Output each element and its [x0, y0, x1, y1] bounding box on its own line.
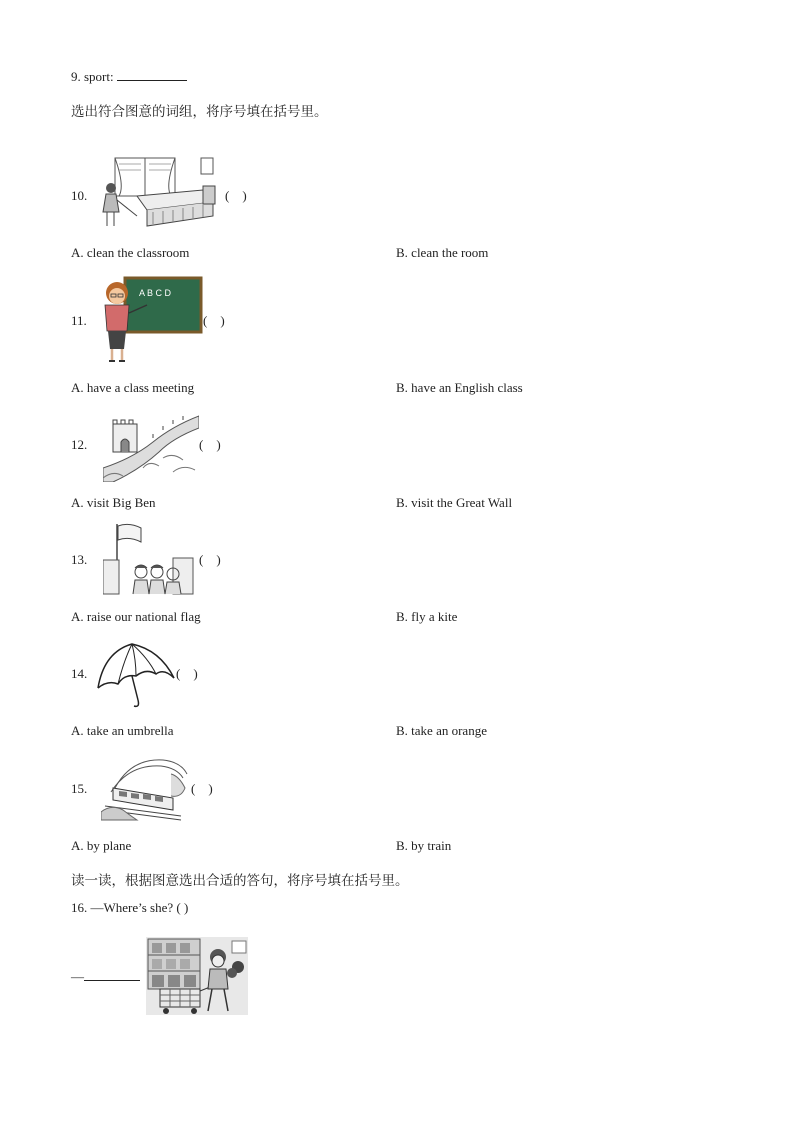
flag-raising-picture: [103, 522, 197, 596]
answer-line: [71, 968, 140, 985]
option-b[interactable]: B. by train: [396, 838, 452, 853]
great-wall-picture: [103, 408, 199, 482]
section-instruction: 读一读，根据图意选出合适的答句，将序号填在括号里。: [71, 873, 409, 889]
train-picture: [101, 754, 189, 822]
option-a[interactable]: A. take an umbrella: [71, 723, 174, 738]
answer-parentheses[interactable]: ( ): [225, 188, 247, 203]
umbrella-picture: [94, 640, 176, 708]
question-9: [71, 68, 187, 85]
question-number: 15.: [71, 781, 88, 796]
answer-blank[interactable]: [84, 968, 140, 981]
option-b[interactable]: B. clean the room: [396, 245, 489, 260]
question-number: 13.: [71, 552, 88, 567]
option-a[interactable]: A. clean the classroom: [71, 245, 190, 260]
option-a[interactable]: A. have a class meeting: [71, 380, 195, 395]
option-a[interactable]: A. raise our national flag: [71, 609, 201, 624]
option-b[interactable]: B. take an orange: [396, 723, 487, 738]
answer-parentheses[interactable]: ( ): [199, 552, 221, 567]
question-number: 14.: [71, 666, 88, 681]
answer-blank[interactable]: [117, 68, 187, 81]
answer-parentheses[interactable]: ( ): [176, 666, 198, 681]
answer-parentheses[interactable]: ( ): [203, 313, 225, 328]
question-number: 11.: [71, 313, 87, 328]
answer-dash: —: [71, 969, 84, 984]
answer-parentheses[interactable]: ( ): [191, 781, 213, 796]
option-a[interactable]: A. by plane: [71, 838, 132, 853]
question-9-label: 9. sport:: [71, 69, 114, 84]
option-a[interactable]: A. visit Big Ben: [71, 495, 156, 510]
option-b[interactable]: B. visit the Great Wall: [396, 495, 513, 510]
blackboard-text: A B C D: [139, 288, 172, 298]
question-16: 16. —Where’s she? ( ): [71, 900, 189, 915]
option-b[interactable]: B. fly a kite: [396, 609, 458, 624]
question-number: 12.: [71, 437, 88, 452]
teacher-blackboard-picture: [97, 275, 203, 365]
question-number: 10.: [71, 188, 88, 203]
option-b[interactable]: B. have an English class: [396, 380, 523, 395]
supermarket-picture: [146, 937, 248, 1015]
answer-parentheses[interactable]: ( ): [199, 437, 221, 452]
bedroom-picture: [97, 156, 217, 232]
section-instruction: 选出符合图意的词组，将序号填在括号里。: [71, 104, 328, 120]
